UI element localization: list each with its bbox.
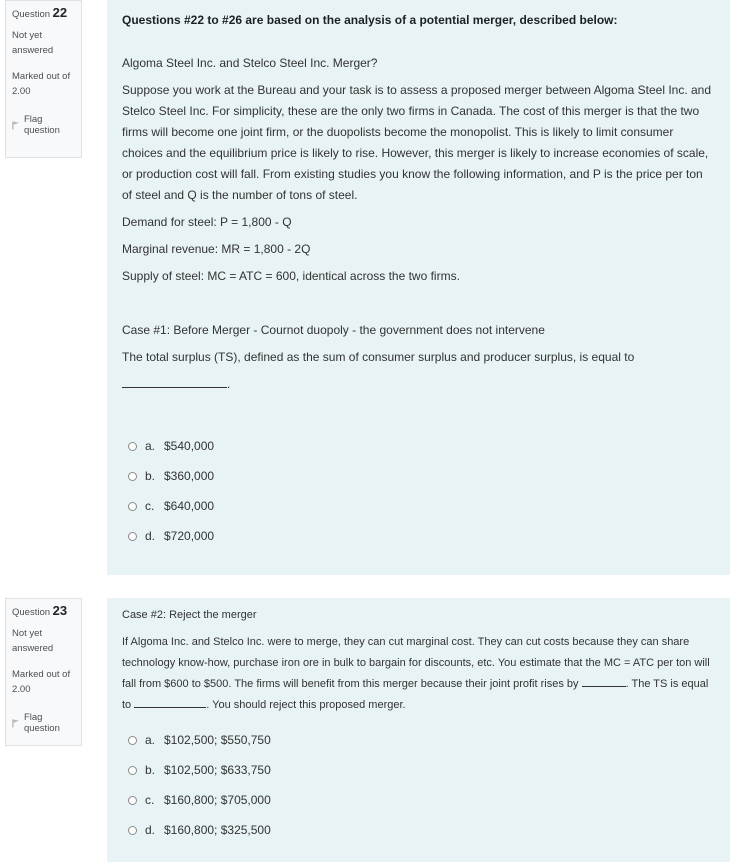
blank-line bbox=[134, 695, 206, 708]
question-text: If Algoma Inc. and Stelco Inc. were to merge, they can cut marginal cost. They can cut costs because they can share technology know-how, purchase iron ore in bulk to bargain for discounts, etc. You estimate that the MC = ATC per ton will fall from $600 to $500. The firms will benefit from this merger because their joint profit rises by . The TS is equal to . You should reject this proposed merger. bbox=[122, 636, 710, 711]
option-b[interactable]: b. $102,500; $633,750 bbox=[122, 755, 715, 785]
answer-blank: . bbox=[122, 374, 715, 395]
question-22-content bbox=[107, 0, 730, 575]
blank-line bbox=[582, 674, 626, 687]
flag-question-link[interactable]: Flag question bbox=[12, 114, 75, 136]
option-d[interactable]: d. $720,000 bbox=[122, 521, 715, 551]
radio-button[interactable] bbox=[128, 736, 137, 745]
question-22-info bbox=[5, 0, 82, 158]
scenario-paragraph: Suppose you work at the Bureau and your task is to assess a proposed merger between Algoma Steel Inc. and Stelco Steel Inc. For simplicity, these are the only two firms in Canada. The cost of this merger is that the two firms will become one joint firm, or the duopolists become the monopolist. This is likely to limit consumer choices and the equilibrium price is likely to rise. However, this merger is likely to increase economies of scale, or production cost will fall. From existing studies you know the following information, and P is the price per ton of steel and Q is the number of tons of steel. bbox=[122, 83, 712, 202]
question-number: Question 22 bbox=[12, 5, 68, 20]
supply-equation: Supply of steel: MC = ATC = 600, identical across the two firms. bbox=[122, 269, 460, 283]
radio-button[interactable] bbox=[128, 826, 137, 835]
case-heading: Case #1: Before Merger - Cournot duopoly - the government does not intervene bbox=[122, 323, 545, 337]
case-heading: Case #2: Reject the merger bbox=[122, 609, 257, 621]
option-c[interactable]: c. $160,800; $705,000 bbox=[122, 785, 715, 815]
option-b[interactable]: b. $360,000 bbox=[122, 461, 715, 491]
option-a[interactable]: a. $540,000 bbox=[122, 431, 715, 461]
mr-equation: Marginal revenue: MR = 1,800 - 2Q bbox=[122, 242, 311, 256]
question-23-info bbox=[5, 598, 82, 746]
option-d[interactable]: d. $160,800; $325,500 bbox=[122, 815, 715, 845]
flag-icon bbox=[12, 120, 21, 130]
question-mark: Marked out of 2.00 bbox=[12, 71, 71, 97]
question-23-content bbox=[107, 598, 730, 862]
radio-button[interactable] bbox=[128, 472, 137, 481]
question-number: Question 23 bbox=[12, 603, 68, 618]
option-a[interactable]: a. $102,500; $550,750 bbox=[122, 725, 715, 755]
question-status: Not yet answered bbox=[12, 30, 54, 56]
radio-button[interactable] bbox=[128, 766, 137, 775]
radio-button[interactable] bbox=[128, 442, 137, 451]
radio-button[interactable] bbox=[128, 502, 137, 511]
flag-icon bbox=[12, 718, 21, 728]
radio-button[interactable] bbox=[128, 796, 137, 805]
blank-line bbox=[122, 375, 227, 388]
question-mark: Marked out of 2.00 bbox=[12, 669, 71, 695]
answer-options bbox=[122, 725, 715, 845]
radio-button[interactable] bbox=[128, 532, 137, 541]
question-status: Not yet answered bbox=[12, 628, 54, 654]
answer-options bbox=[122, 431, 715, 551]
intro-text: Questions #22 to #26 are based on the analysis of a potential merger, described below: bbox=[122, 13, 618, 27]
merger-heading: Algoma Steel Inc. and Stelco Steel Inc. Merger? bbox=[122, 56, 378, 70]
demand-equation: Demand for steel: P = 1,800 - Q bbox=[122, 215, 292, 229]
option-c[interactable]: c. $640,000 bbox=[122, 491, 715, 521]
question-text: The total surplus (TS), defined as the sum of consumer surplus and producer surplus, is equal to bbox=[122, 350, 635, 364]
flag-question-link[interactable]: Flag question bbox=[12, 712, 75, 734]
